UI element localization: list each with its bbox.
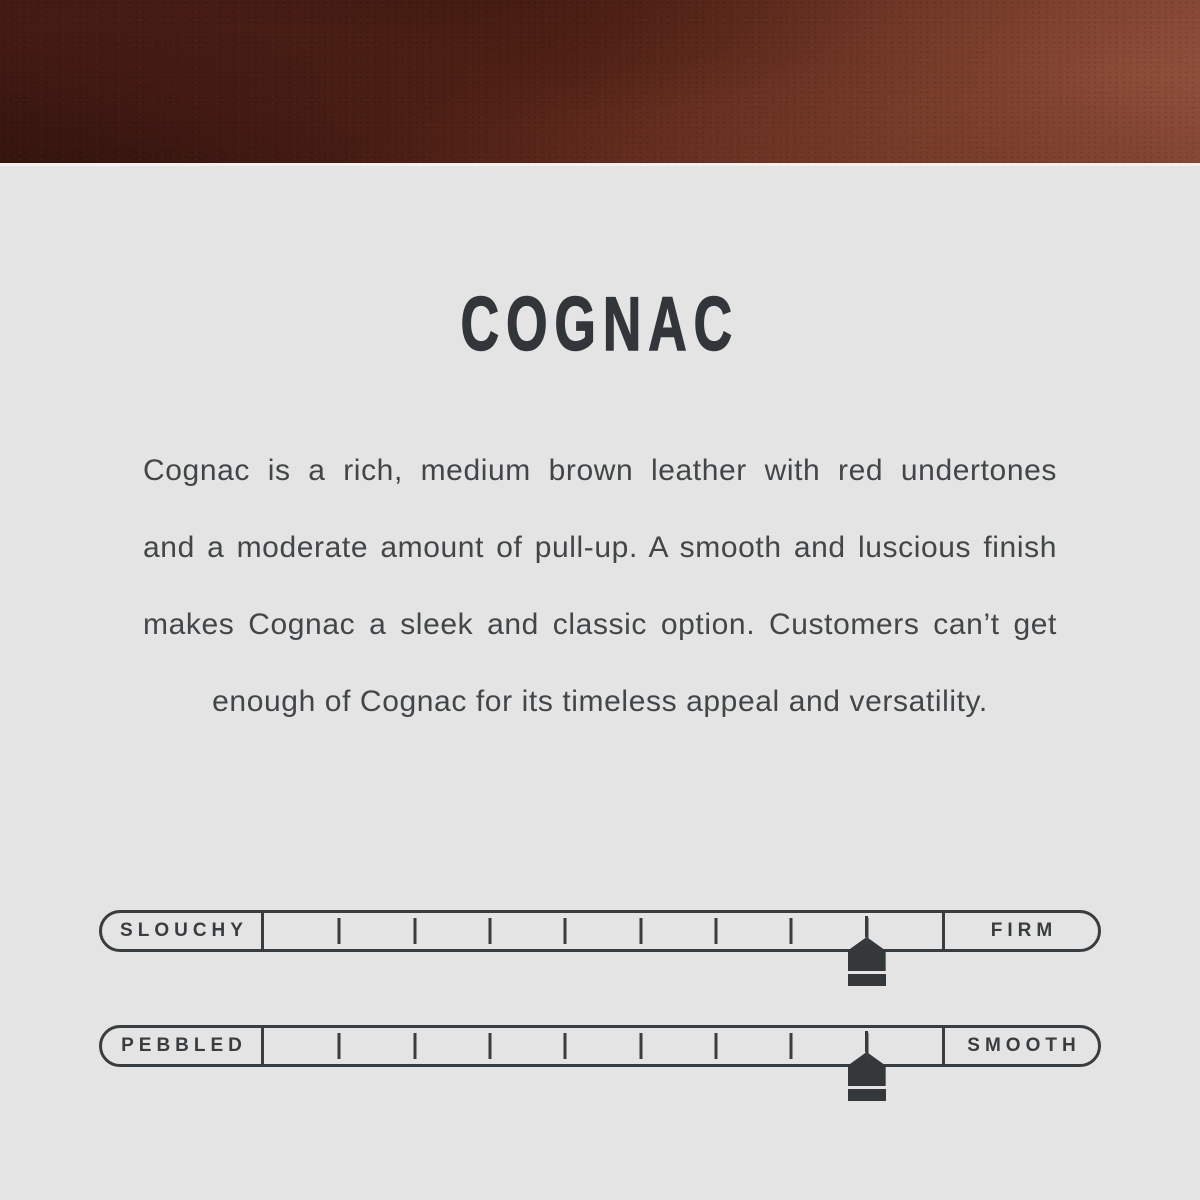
slider-tick [338, 1033, 341, 1059]
slider-slouchy-firm [99, 910, 1101, 952]
slider-tick [639, 1033, 642, 1059]
page-title: COGNAC [460, 282, 740, 367]
marker-base [848, 974, 886, 986]
description-line: and a moderate amount of pull-up. A smooth and luscious finish [143, 531, 1057, 564]
leather-description [143, 432, 1057, 740]
slider-left-label: SLOUCHY [120, 920, 248, 941]
slider-tick [790, 1033, 793, 1059]
description-line: Cognac is a rich, medium brown leather with red undertones [143, 454, 1057, 487]
slider-tick [413, 918, 416, 944]
slider-right-section [942, 1028, 1098, 1064]
marker-base [848, 1089, 886, 1101]
slider-pebbled-smooth [99, 1025, 1101, 1067]
leather-texture-banner [0, 0, 1200, 163]
slider-tick [865, 918, 868, 944]
slider-tick [413, 1033, 416, 1059]
slider-tick [715, 1033, 718, 1059]
description-line: enough of Cognac for its timeless appeal and versatility. [212, 685, 988, 718]
banner-bottom-edge [0, 163, 1200, 166]
slider-tick [639, 918, 642, 944]
slider-left-section [102, 1028, 264, 1064]
title-container [0, 281, 1200, 368]
slider-tick [715, 918, 718, 944]
slider-left-section [102, 913, 264, 949]
slider-left-label: PEBBLED [121, 1035, 247, 1056]
slider-track [264, 913, 942, 949]
slider-right-label: FIRM [990, 920, 1058, 941]
slider-right-section [942, 913, 1098, 949]
slider-tick [489, 1033, 492, 1059]
slider-right-label: SMOOTH [967, 1035, 1081, 1056]
slider-tick [338, 918, 341, 944]
slider-tick [564, 1033, 567, 1059]
description-line: makes Cognac a sleek and classic option. Customers can’t get [143, 608, 1057, 641]
slider-tick [790, 918, 793, 944]
slider-tick [564, 918, 567, 944]
slider-tick [489, 918, 492, 944]
slider-tick [865, 1033, 868, 1059]
slider-track [264, 1028, 942, 1064]
